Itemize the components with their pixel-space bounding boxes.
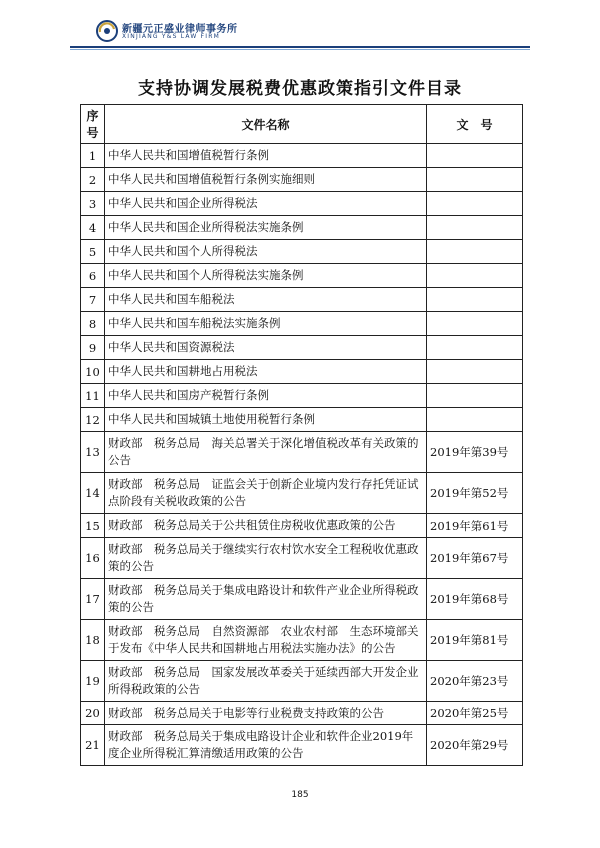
file-name: 中华人民共和国耕地占用税法 bbox=[105, 360, 427, 384]
document-number: 2019年第39号 bbox=[427, 432, 523, 473]
file-name: 财政部 税务总局 国家发展改革委关于延续西部大开发企业所得税政策的公告 bbox=[105, 661, 427, 702]
document-number: 2019年第67号 bbox=[427, 538, 523, 579]
table-row bbox=[81, 384, 523, 408]
file-name: 中华人民共和国车船税法实施条例 bbox=[105, 312, 427, 336]
table-row bbox=[81, 168, 523, 192]
document-number bbox=[427, 408, 523, 432]
document-number bbox=[427, 312, 523, 336]
row-number: 13 bbox=[81, 432, 105, 473]
file-name: 财政部 税务总局 证监会关于创新企业境内发行存托凭证试点阶段有关税收政策的公告 bbox=[105, 473, 427, 514]
file-name: 中华人民共和国增值税暂行条例实施细则 bbox=[105, 168, 427, 192]
row-number: 5 bbox=[81, 240, 105, 264]
firm-logo-icon bbox=[96, 20, 118, 42]
row-number: 9 bbox=[81, 336, 105, 360]
document-number bbox=[427, 264, 523, 288]
document-number bbox=[427, 360, 523, 384]
row-number: 2 bbox=[81, 168, 105, 192]
file-name: 财政部 税务总局关于集成电路设计企业和软件企业2019年度企业所得税汇算清缴适用政策的公告 bbox=[105, 725, 427, 766]
document-number bbox=[427, 240, 523, 264]
file-name: 财政部 税务总局关于集成电路设计和软件产业企业所得税政策的公告 bbox=[105, 579, 427, 620]
document-number: 2019年第68号 bbox=[427, 579, 523, 620]
file-name: 财政部 税务总局 海关总署关于深化增值税改革有关政策的公告 bbox=[105, 432, 427, 473]
table-row bbox=[81, 264, 523, 288]
file-name: 中华人民共和国城镇土地使用税暂行条例 bbox=[105, 408, 427, 432]
row-number: 4 bbox=[81, 216, 105, 240]
table-row bbox=[81, 336, 523, 360]
table-row bbox=[81, 579, 523, 620]
table-row bbox=[81, 360, 523, 384]
row-number: 14 bbox=[81, 473, 105, 514]
document-number bbox=[427, 216, 523, 240]
firm-name-cn: 新疆元正盛业律师事务所 bbox=[122, 24, 238, 35]
table-row bbox=[81, 144, 523, 168]
table-row bbox=[81, 216, 523, 240]
table-row bbox=[81, 408, 523, 432]
document-number bbox=[427, 168, 523, 192]
file-name: 中华人民共和国企业所得税法实施条例 bbox=[105, 216, 427, 240]
table-row bbox=[81, 702, 523, 725]
row-number: 6 bbox=[81, 264, 105, 288]
policy-table bbox=[80, 104, 523, 766]
table-row bbox=[81, 432, 523, 473]
document-number: 2020年第23号 bbox=[427, 661, 523, 702]
column-header-doc: 文 号 bbox=[427, 105, 523, 144]
file-name: 中华人民共和国增值税暂行条例 bbox=[105, 144, 427, 168]
row-number: 18 bbox=[81, 620, 105, 661]
file-name: 中华人民共和国资源税法 bbox=[105, 336, 427, 360]
header-divider-accent bbox=[70, 49, 530, 50]
page-title: 支持协调发展税费优惠政策指引文件目录 bbox=[138, 79, 462, 99]
column-header-no: 序号 bbox=[81, 105, 105, 144]
file-name: 中华人民共和国个人所得税法实施条例 bbox=[105, 264, 427, 288]
table-row bbox=[81, 288, 523, 312]
file-name: 财政部 税务总局关于电影等行业税费支持政策的公告 bbox=[105, 702, 427, 725]
document-number: 2020年第25号 bbox=[427, 702, 523, 725]
header-divider bbox=[70, 46, 530, 48]
row-number: 19 bbox=[81, 661, 105, 702]
file-name: 中华人民共和国个人所得税法 bbox=[105, 240, 427, 264]
document-number bbox=[427, 192, 523, 216]
file-name: 财政部 税务总局 自然资源部 农业农村部 生态环境部关于发布《中华人民共和国耕地占用税法实施办法》的公告 bbox=[105, 620, 427, 661]
table-header-row bbox=[81, 105, 523, 144]
table-row bbox=[81, 620, 523, 661]
row-number: 1 bbox=[81, 144, 105, 168]
table-row bbox=[81, 192, 523, 216]
firm-name-en: XINJIANG Y&S LAW FIRM bbox=[122, 33, 220, 40]
row-number: 15 bbox=[81, 514, 105, 538]
document-number: 2019年第52号 bbox=[427, 473, 523, 514]
file-name: 中华人民共和国企业所得税法 bbox=[105, 192, 427, 216]
row-number: 3 bbox=[81, 192, 105, 216]
file-name: 财政部 税务总局关于继续实行农村饮水安全工程税收优惠政策的公告 bbox=[105, 538, 427, 579]
table-row bbox=[81, 538, 523, 579]
document-number: 2020年第29号 bbox=[427, 725, 523, 766]
row-number: 17 bbox=[81, 579, 105, 620]
table-row bbox=[81, 312, 523, 336]
row-number: 7 bbox=[81, 288, 105, 312]
document-number: 2019年第61号 bbox=[427, 514, 523, 538]
file-name: 财政部 税务总局关于公共租赁住房税收优惠政策的公告 bbox=[105, 514, 427, 538]
file-name: 中华人民共和国车船税法 bbox=[105, 288, 427, 312]
document-number bbox=[427, 144, 523, 168]
row-number: 11 bbox=[81, 384, 105, 408]
row-number: 20 bbox=[81, 702, 105, 725]
row-number: 21 bbox=[81, 725, 105, 766]
row-number: 16 bbox=[81, 538, 105, 579]
table-row bbox=[81, 725, 523, 766]
file-name: 中华人民共和国房产税暂行条例 bbox=[105, 384, 427, 408]
document-number bbox=[427, 384, 523, 408]
row-number: 8 bbox=[81, 312, 105, 336]
table-row bbox=[81, 661, 523, 702]
page-number: 185 bbox=[291, 790, 309, 800]
table-row bbox=[81, 473, 523, 514]
column-header-name: 文件名称 bbox=[105, 105, 427, 144]
row-number: 12 bbox=[81, 408, 105, 432]
row-number: 10 bbox=[81, 360, 105, 384]
table-row bbox=[81, 514, 523, 538]
table-row bbox=[81, 240, 523, 264]
document-number bbox=[427, 336, 523, 360]
document-number: 2019年第81号 bbox=[427, 620, 523, 661]
document-number bbox=[427, 288, 523, 312]
